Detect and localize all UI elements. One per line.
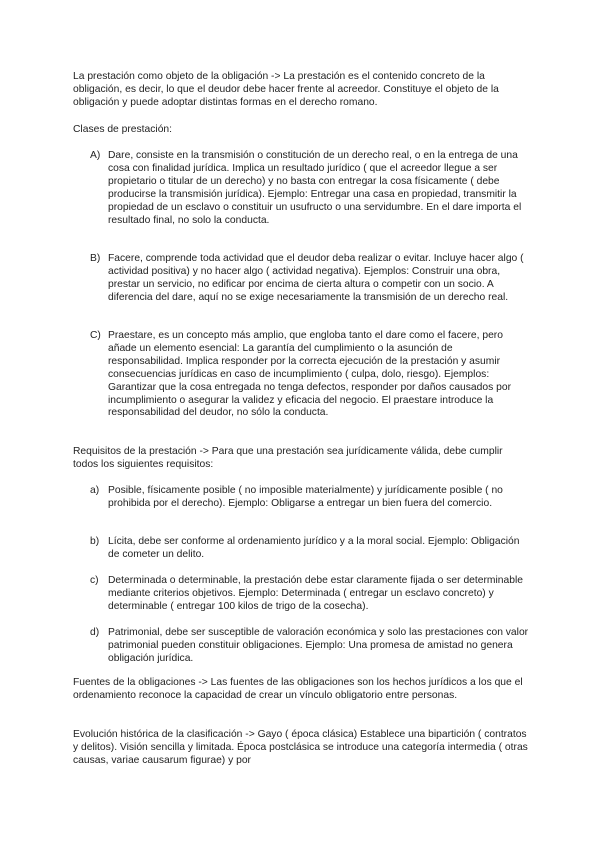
clase-text: Facere, comprende toda actividad que el deudor deba realizar o evitar. Incluye hacer algo ( actividad positiva) y no hacer algo ( actividad negativa). Ejemplos: Construir una obra, prestar un servicio, no edificar por encima de cierta altura o competir con un socio. A diferencia del dare, aquí no se exige necesariamente la transmisión de un derecho real.: [108, 253, 524, 303]
clases-heading: Clases de prestación:: [73, 124, 173, 135]
requisito-text: Posible, físicamente posible ( no imposible materialmente) y jurídicamente posible ( no prohibida por el derecho). Ejemplo: Obligarse a entregar un bien fuera del comercio.: [108, 485, 503, 509]
clase-text: Praestare, es un concepto más amplio, que engloba tanto el dare como el facere, pero añade un elemento esencial: La garantía del cumplimiento o la asunción de responsabilidad. Implica responder por la correcta ejecución de la prestación y asumir consecuencias jurídicas en caso de incumplimiento ( culpa, dolo, riesgo). Ejemplos: Garantizar que la cosa entregada no tenga defectos, responder por daños causados por incumplimiento o asegurar la validez y eficacia del negocio. El praestare introduce la responsabilidad del deudor, no sólo la conducta.: [108, 330, 511, 419]
fuentes-paragraph: Fuentes de la obligaciones -> Las fuentes de las obligaciones son los hechos jurídicos a los que el ordenamiento reconoce la capacidad de crear un vínculo obligatorio entre personas.: [73, 677, 523, 701]
evolucion-paragraph: Evolución histórica de la clasificación -> Gayo ( época clásica) Establece una bipartición ( contratos y delitos). Visión sencilla y limitada. Época postclásica se introduce una categoría intermedia ( otras causas, variae causarum figurae) y por: [73, 729, 528, 766]
requisito-text: Lícita, debe ser conforme al ordenamiento jurídico y a la moral social. Ejemplo: Obligación de cometer un delito.: [108, 536, 520, 560]
clase-label: A): [90, 150, 101, 161]
clase-label: C): [90, 330, 101, 341]
requisito-label: b): [90, 536, 100, 547]
intro-paragraph: La prestación como objeto de la obligación -> La prestación es el contenido concreto de la obligación, es decir, lo que el deudor debe hacer frente al acreedor. Constituye el objeto de la obligación y puede adoptar distintas formas en el derecho romano.: [73, 71, 499, 108]
requisito-label: a): [90, 485, 100, 496]
clase-text: Dare, consiste en la transmisión o constitución de un derecho real, o en la entrega de una cosa con finalidad jurídica. Implica un resultado jurídico ( que el acreedor llegue a ser propietario o titular de un derecho) y no basta con entregar la cosa físicamente ( debe producirse la transmisión jurídica). Ejemplo: Entregar una casa en propiedad, transmitir la propiedad de un esclavo o constituir un usufructo o una servidumbre. En el dare importa el resultado final, no solo la conducta.: [108, 150, 522, 226]
clase-label: B): [90, 253, 101, 264]
requisito-text: Patrimonial, debe ser susceptible de valoración económica y solo las prestaciones con valor patrimonial pueden constituir obligaciones. Ejemplo: Una promesa de amistad no genera obligación jurídica.: [108, 627, 529, 664]
requisitos-intro: Requisitos de la prestación -> Para que una prestación sea jurídicamente válida, debe cumplir todos los siguientes requisitos:: [73, 446, 503, 470]
requisito-label: d): [90, 627, 100, 638]
requisito-text: Determinada o determinable, la prestación debe estar claramente fijada o ser determinable mediante criterios objetivos. Ejemplo: Determinada ( entregar un esclavo concreto) y determinable ( entregar 100 kilos de trigo de la cosecha).: [108, 575, 523, 612]
requisito-label: c): [90, 575, 99, 586]
